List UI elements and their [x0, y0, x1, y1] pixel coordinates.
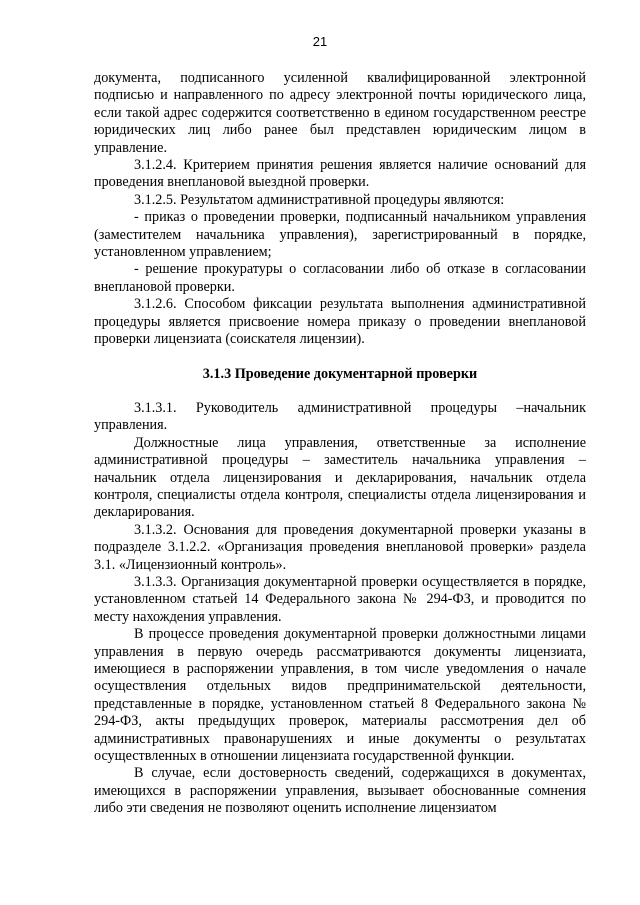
section-heading-3-1-3: 3.1.3 Проведение документарной проверки [202, 365, 478, 382]
list-item-prosecutor-decision: - решение прокуратуры о согласовании либо об отказе в согласовании внеплановой проверки. [94, 261, 586, 295]
paragraph-officials: Должностные лица управления, ответственные за исполнение административной процедуры – заместитель начальника управления – начальник отдела лицензирования и декларирования, начальник отдела контроля, специалисты отдела контроля, специалисты отдела лицензирования и декларирования. [94, 434, 586, 521]
paragraph-3-1-3-1: 3.1.3.1. Руководитель административной процедуры –начальник управления. [94, 399, 586, 434]
paragraph-3-1-2-4: 3.1.2.4. Критерием принятия решения является наличие оснований для проведения внеплановой выездной проверки. [94, 157, 586, 191]
paragraph-review-process: В процессе проведения документарной проверки должностными лицами управления в первую очередь рассматриваются документы лицензиата, имеющиеся в распоряжении управления, в том числе уведомления о начале осуществления отдельных видов предпринимательской деятельности, представленные в порядке, установленном статьей 8 Федерального закона № 294-ФЗ, акты предыдущих проверок, материалы рассмотрения дел об административных правонарушениях и иные документы о результатах осуществленных в отношении лицензиата государственной функции. [94, 626, 586, 765]
paragraph-continuation: документа, подписанного усиленной квалифицированной электронной подписью и направленного по адресу электронной почты юридического лица, если такой адрес содержится соответственно в едином государственном реестре юридических лиц либо ранее был представлен юридическим лицом в управление. [94, 70, 586, 156]
document-body [94, 70, 586, 818]
paragraph-3-1-3-3: 3.1.3.3. Организация документарной проверки осуществляется в порядке, установленном статьей 14 Федерального закона № 294-ФЗ, и проводится по месту нахождения управления. [94, 573, 586, 625]
list-item-order: - приказ о проведении проверки, подписанный начальником управления (заместителем начальника управления), зарегистрированный в порядке, установленном управлением; [94, 209, 586, 261]
paragraph-doubts: В случае, если достоверность сведений, содержащихся в документах, имеющихся в распоряжении управления, вызывает обоснованные сомнения либо эти сведения не позволяют оценить исполнение лицензиатом [94, 765, 586, 817]
paragraph-3-1-3-2: 3.1.3.2. Основания для проведения документарной проверки указаны в подразделе 3.1.2.2. «Организация проведения внеплановой проверки» раздела 3.1. «Лицензионный контроль». [94, 521, 586, 573]
page-number: 21 [312, 34, 328, 49]
paragraph-3-1-2-5: 3.1.2.5. Результатом административной процедуры являются: [134, 191, 505, 208]
paragraph-3-1-2-6: 3.1.2.6. Способом фиксации результата выполнения административной процедуры является присвоение номера приказу о проведении внеплановой проверки лицензиата (соискателя лицензии). [94, 296, 586, 348]
